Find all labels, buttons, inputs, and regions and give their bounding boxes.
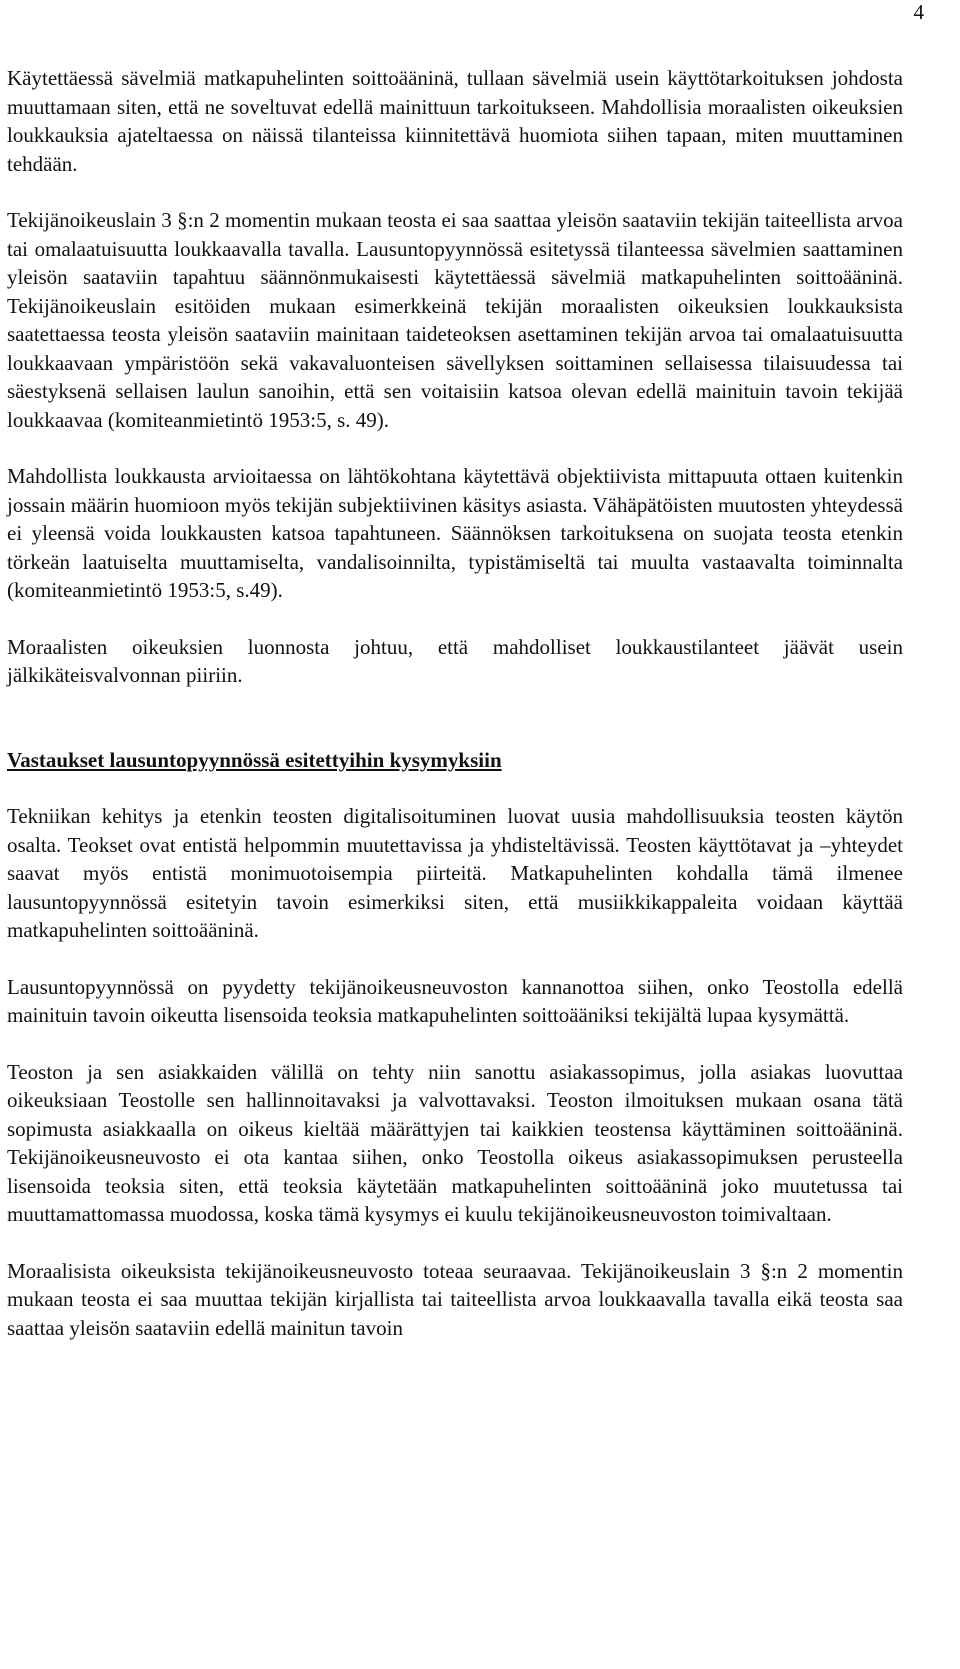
section-heading: Vastaukset lausuntopyynnössä esitettyihin kysymyksiin (7, 747, 502, 772)
paragraph: Käytettäessä sävelmiä matkapuhelinten soittoääninä, tullaan sävelmiä usein käyttötarkoituksen johdosta muuttamaan siten, että ne soveltuvat edellä mainittuun tarkoitukseen. Mahdollisia moraalisten oikeuksien loukkauksia ajateltaessa on näissä tilanteissa kiinnitettävä huomiota siihen tapaan, miten muuttaminen tehdään. (7, 66, 903, 176)
paragraph: Tekijänoikeuslain 3 §:n 2 momentin mukaan teosta ei saa saattaa yleisön saataviin tekijän taiteellista arvoa tai omalaatuisuutta loukkaavalla tavalla. Lausuntopyynnössä esitetyssä tilanteessa sävelmien saattaminen yleisön saataviin tapahtuu säännönmukaisesti käytettäessä sävelmiä matkapuhelinten soittoääninä. Tekijänoikeuslain esitöiden mukaan esimerkkeinä tekijän moraalisten oikeuksien loukkauksista saatettaessa teosta yleisön saataviin mainitaan taideteoksen asettaminen tekijän arvoa tai omalaatuisuutta loukkaavaan ympäristöön sekä vakavaluonteisen sävellyksen soittaminen sellaisessa tilaisuudessa tai säestyksenä sellaisen laulun sanoihin, että sen voitaisiin katsoa olevan edellä mainituin tavoin tekijää loukkaavaa (komiteanmietintö 1953:5, s. 49). (7, 208, 903, 432)
paragraph: Lausuntopyynnössä on pyydetty tekijänoikeusneuvoston kannanottoa siihen, onko Teostolla edellä mainituin tavoin oikeutta lisensoida teoksia matkapuhelinten soittoääniksi tekijältä lupaa kysymättä. (7, 974, 903, 1027)
paragraph: Moraalisten oikeuksien luonnosta johtuu, että mahdolliset loukkaustilanteet jäävät usein jälkikäteisvalvonnan piiriin. (7, 634, 903, 687)
paragraph: Teoston ja sen asiakkaiden välillä on tehty niin sanottu asiakassopimus, jolla asiakas luovuttaa oikeuksiaan Teostolle sen hallinnoitavaksi ja valvottavaksi. Teoston ilmoituksen mukaan osana tätä sopimusta asiakkaalla on oikeus kieltää määrättyjen tai kaikkien teostensa käyttäminen soittoääninä. Tekijänoikeusneuvosto ei ota kantaa siihen, onko Teostolla oikeus asiakassopimuksen perusteella lisensoida teoksia siten, että teoksia käytetään matkapuhelinten soittoääninä joko muutetussa tai muuttamattomassa muodossa, koska tämä kysymys ei kuulu tekijänoikeusneuvoston toimivaltaan. (7, 1059, 903, 1226)
page-number: 4 (913, 0, 924, 24)
paragraph: Tekniikan kehitys ja etenkin teosten digitalisoituminen luovat uusia mahdollisuuksia teosten käytön osalta. Teokset ovat entistä helpommin muutettavissa ja yhdisteltävissä. Teosten käyttötavat ja –yhteydet saavat myös entistä monimuotoisempia piirteitä. Matkapuhelinten kohdalla tämä ilmenee lausuntopyynnössä esitetyin tavoin esimerkiksi siten, että musiikkikappaleita voidaan käyttää matkapuhelinten soittoääninä. (7, 804, 903, 942)
document-body (7, 64, 903, 1370)
paragraph: Mahdollista loukkausta arvioitaessa on lähtökohtana käytettävä objektiivista mittapuuta ottaen kuitenkin jossain määrin huomioon myös tekijän subjektiivinen käsitys asiasta. Vähäpätöisten muutosten yhteydessä ei yleensä voida loukkausten katsoa tapahtuneen. Säännöksen tarkoituksena on suojata teosta etenkin törkeän laatuiselta muuttamiselta, vandalisoinnilta, typistämiseltä tai muulta vastaavalta toiminnalta (komiteanmietintö 1953:5, s.49). (7, 464, 903, 602)
paragraph: Moraalisista oikeuksista tekijänoikeusneuvosto toteaa seuraavaa. Tekijänoikeuslain 3 §:n 2 momentin mukaan teosta ei saa muuttaa tekijän kirjallista tai taiteellista arvoa loukkaavalla tavalla eikä teosta saa saattaa yleisön saataviin edellä mainitun tavoin (7, 1258, 903, 1340)
